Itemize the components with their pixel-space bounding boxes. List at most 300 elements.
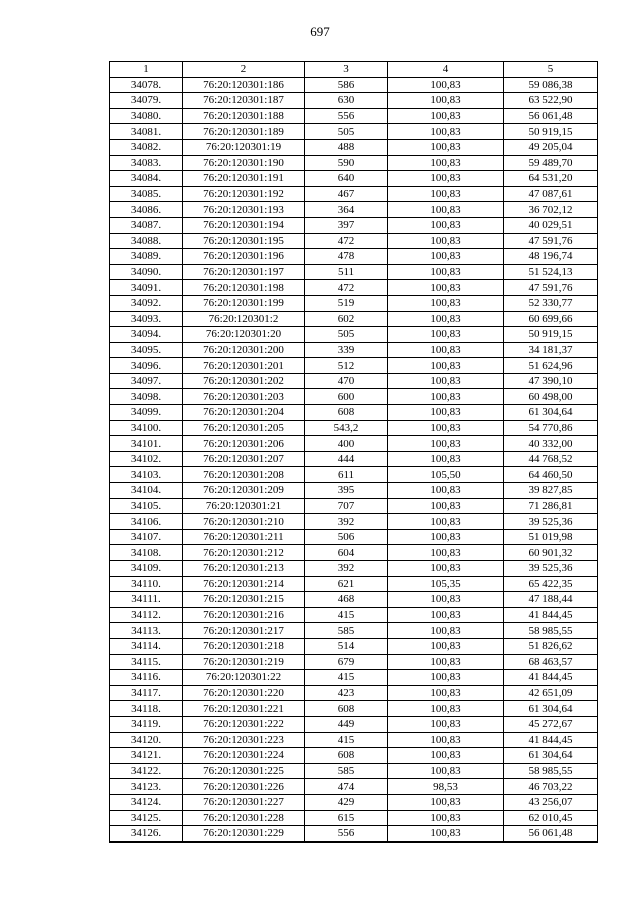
- amount-cell: 42 651,09: [504, 685, 598, 701]
- area-cell: 449: [305, 716, 388, 732]
- row-number-cell: 34097.: [110, 373, 183, 389]
- rate-cell: 100,83: [388, 93, 504, 109]
- table-row: [110, 498, 598, 514]
- area-cell: 556: [305, 108, 388, 124]
- cadastral-number-cell: 76:20:120301:199: [183, 295, 305, 311]
- table-body: [110, 77, 598, 842]
- area-cell: 392: [305, 561, 388, 577]
- row-number-cell: 34113.: [110, 623, 183, 639]
- table-row: [110, 826, 598, 842]
- table-row: [110, 576, 598, 592]
- area-cell: 505: [305, 327, 388, 343]
- area-cell: 630: [305, 93, 388, 109]
- table-row: [110, 670, 598, 686]
- amount-cell: 47 591,76: [504, 280, 598, 296]
- row-number-cell: 34088.: [110, 233, 183, 249]
- row-number-cell: 34105.: [110, 498, 183, 514]
- data-table: [109, 61, 598, 843]
- amount-cell: 47 390,10: [504, 373, 598, 389]
- area-cell: 640: [305, 171, 388, 187]
- rate-cell: 100,83: [388, 405, 504, 421]
- amount-cell: 56 061,48: [504, 108, 598, 124]
- rate-cell: 100,83: [388, 826, 504, 842]
- rate-cell: 100,83: [388, 139, 504, 155]
- area-cell: 478: [305, 249, 388, 265]
- cadastral-number-cell: 76:20:120301:212: [183, 545, 305, 561]
- area-cell: 585: [305, 763, 388, 779]
- cadastral-number-cell: 76:20:120301:226: [183, 779, 305, 795]
- table-row: [110, 171, 598, 187]
- row-number-cell: 34099.: [110, 405, 183, 421]
- table-row: [110, 342, 598, 358]
- rate-cell: 100,83: [388, 592, 504, 608]
- cadastral-number-cell: 76:20:120301:196: [183, 249, 305, 265]
- table-row: [110, 373, 598, 389]
- amount-cell: 62 010,45: [504, 810, 598, 826]
- rate-cell: 100,83: [388, 763, 504, 779]
- rate-cell: 98,53: [388, 779, 504, 795]
- rate-cell: 100,83: [388, 654, 504, 670]
- table-row: [110, 748, 598, 764]
- area-cell: 608: [305, 701, 388, 717]
- amount-cell: 39 525,36: [504, 561, 598, 577]
- amount-cell: 54 770,86: [504, 420, 598, 436]
- rate-cell: 100,83: [388, 732, 504, 748]
- cadastral-number-cell: 76:20:120301:221: [183, 701, 305, 717]
- rate-cell: 100,83: [388, 685, 504, 701]
- table-row: [110, 202, 598, 218]
- rate-cell: 100,83: [388, 155, 504, 171]
- row-number-cell: 34080.: [110, 108, 183, 124]
- amount-cell: 40 029,51: [504, 217, 598, 233]
- cadastral-number-cell: 76:20:120301:195: [183, 233, 305, 249]
- area-cell: 512: [305, 358, 388, 374]
- row-number-cell: 34085.: [110, 186, 183, 202]
- area-cell: 423: [305, 685, 388, 701]
- row-number-cell: 34083.: [110, 155, 183, 171]
- rate-cell: 100,83: [388, 202, 504, 218]
- area-cell: 608: [305, 405, 388, 421]
- table-row: [110, 685, 598, 701]
- table-row: [110, 732, 598, 748]
- rate-cell: 100,83: [388, 716, 504, 732]
- cadastral-number-cell: 76:20:120301:200: [183, 342, 305, 358]
- table-row: [110, 529, 598, 545]
- amount-cell: 44 768,52: [504, 451, 598, 467]
- rate-cell: 100,83: [388, 794, 504, 810]
- amount-cell: 46 703,22: [504, 779, 598, 795]
- cadastral-number-cell: 76:20:120301:213: [183, 561, 305, 577]
- area-cell: 429: [305, 794, 388, 810]
- row-number-cell: 34078.: [110, 77, 183, 93]
- table-row: [110, 186, 598, 202]
- rate-cell: 100,83: [388, 420, 504, 436]
- area-cell: 611: [305, 467, 388, 483]
- row-number-cell: 34110.: [110, 576, 183, 592]
- cadastral-number-cell: 76:20:120301:225: [183, 763, 305, 779]
- row-number-cell: 34125.: [110, 810, 183, 826]
- table-row: [110, 389, 598, 405]
- column-header-3: 3: [305, 62, 388, 78]
- row-number-cell: 34095.: [110, 342, 183, 358]
- amount-cell: 51 624,96: [504, 358, 598, 374]
- area-cell: 679: [305, 654, 388, 670]
- cadastral-number-cell: 76:20:120301:187: [183, 93, 305, 109]
- amount-cell: 39 525,36: [504, 514, 598, 530]
- cadastral-number-cell: 76:20:120301:211: [183, 529, 305, 545]
- cadastral-number-cell: 76:20:120301:194: [183, 217, 305, 233]
- rate-cell: 100,83: [388, 186, 504, 202]
- amount-cell: 41 844,45: [504, 607, 598, 623]
- rate-cell: 100,83: [388, 483, 504, 499]
- table-row: [110, 155, 598, 171]
- amount-cell: 40 332,00: [504, 436, 598, 452]
- amount-cell: 49 205,04: [504, 139, 598, 155]
- cadastral-number-cell: 76:20:120301:19: [183, 139, 305, 155]
- row-number-cell: 34126.: [110, 826, 183, 842]
- cadastral-number-cell: 76:20:120301:217: [183, 623, 305, 639]
- page-number: 697: [310, 24, 330, 39]
- row-number-cell: 34107.: [110, 529, 183, 545]
- column-header-4: 4: [388, 62, 504, 78]
- row-number-cell: 34100.: [110, 420, 183, 436]
- table-row: [110, 217, 598, 233]
- area-cell: 395: [305, 483, 388, 499]
- table-row: [110, 654, 598, 670]
- row-number-cell: 34101.: [110, 436, 183, 452]
- amount-cell: 58 985,55: [504, 763, 598, 779]
- rate-cell: 105,35: [388, 576, 504, 592]
- cadastral-number-cell: 76:20:120301:214: [183, 576, 305, 592]
- amount-cell: 51 019,98: [504, 529, 598, 545]
- cadastral-number-cell: 76:20:120301:208: [183, 467, 305, 483]
- row-number-cell: 34084.: [110, 171, 183, 187]
- area-cell: 472: [305, 233, 388, 249]
- table-row: [110, 810, 598, 826]
- amount-cell: 56 061,48: [504, 826, 598, 842]
- rate-cell: 100,83: [388, 217, 504, 233]
- table-row: [110, 561, 598, 577]
- row-number-cell: 34122.: [110, 763, 183, 779]
- cadastral-number-cell: 76:20:120301:189: [183, 124, 305, 140]
- amount-cell: 39 827,85: [504, 483, 598, 499]
- amount-cell: 50 919,15: [504, 124, 598, 140]
- amount-cell: 60 699,66: [504, 311, 598, 327]
- row-number-cell: 34081.: [110, 124, 183, 140]
- cadastral-number-cell: 76:20:120301:207: [183, 451, 305, 467]
- rate-cell: 100,83: [388, 451, 504, 467]
- amount-cell: 45 272,67: [504, 716, 598, 732]
- cadastral-number-cell: 76:20:120301:22: [183, 670, 305, 686]
- area-cell: 467: [305, 186, 388, 202]
- area-cell: 511: [305, 264, 388, 280]
- table-row: [110, 280, 598, 296]
- row-number-cell: 34079.: [110, 93, 183, 109]
- table-row: [110, 436, 598, 452]
- area-cell: 608: [305, 748, 388, 764]
- amount-cell: 61 304,64: [504, 701, 598, 717]
- amount-cell: 43 256,07: [504, 794, 598, 810]
- row-number-cell: 34098.: [110, 389, 183, 405]
- cadastral-number-cell: 76:20:120301:197: [183, 264, 305, 280]
- rate-cell: 100,83: [388, 280, 504, 296]
- cadastral-number-cell: 76:20:120301:220: [183, 685, 305, 701]
- table-row: [110, 514, 598, 530]
- table-row: [110, 794, 598, 810]
- row-number-cell: 34096.: [110, 358, 183, 374]
- rate-cell: 100,83: [388, 623, 504, 639]
- table-row: [110, 638, 598, 654]
- row-number-cell: 34115.: [110, 654, 183, 670]
- area-cell: 585: [305, 623, 388, 639]
- cadastral-number-cell: 76:20:120301:205: [183, 420, 305, 436]
- cadastral-number-cell: 76:20:120301:218: [183, 638, 305, 654]
- table-row: [110, 124, 598, 140]
- row-number-cell: 34089.: [110, 249, 183, 265]
- area-cell: 707: [305, 498, 388, 514]
- cadastral-number-cell: 76:20:120301:210: [183, 514, 305, 530]
- rate-cell: 100,83: [388, 327, 504, 343]
- row-number-cell: 34111.: [110, 592, 183, 608]
- cadastral-number-cell: 76:20:120301:193: [183, 202, 305, 218]
- row-number-cell: 34094.: [110, 327, 183, 343]
- table-row: [110, 295, 598, 311]
- cadastral-number-cell: 76:20:120301:2: [183, 311, 305, 327]
- amount-cell: 41 844,45: [504, 732, 598, 748]
- amount-cell: 68 463,57: [504, 654, 598, 670]
- area-cell: 488: [305, 139, 388, 155]
- cadastral-number-cell: 76:20:120301:192: [183, 186, 305, 202]
- row-number-cell: 34093.: [110, 311, 183, 327]
- cadastral-number-cell: 76:20:120301:229: [183, 826, 305, 842]
- table-row: [110, 77, 598, 93]
- row-number-cell: 34124.: [110, 794, 183, 810]
- row-number-cell: 34109.: [110, 561, 183, 577]
- cadastral-number-cell: 76:20:120301:227: [183, 794, 305, 810]
- table-row: [110, 607, 598, 623]
- rate-cell: 100,83: [388, 264, 504, 280]
- table-row: [110, 358, 598, 374]
- rate-cell: 100,83: [388, 77, 504, 93]
- rate-cell: 100,83: [388, 108, 504, 124]
- rate-cell: 100,83: [388, 545, 504, 561]
- row-number-cell: 34092.: [110, 295, 183, 311]
- cadastral-number-cell: 76:20:120301:215: [183, 592, 305, 608]
- table-row: [110, 592, 598, 608]
- rate-cell: 100,83: [388, 389, 504, 405]
- cadastral-number-cell: 76:20:120301:203: [183, 389, 305, 405]
- table-row: [110, 716, 598, 732]
- rate-cell: 100,83: [388, 498, 504, 514]
- table-row: [110, 467, 598, 483]
- row-number-cell: 34123.: [110, 779, 183, 795]
- amount-cell: 48 196,74: [504, 249, 598, 265]
- rate-cell: 100,83: [388, 358, 504, 374]
- rate-cell: 100,83: [388, 342, 504, 358]
- table-row: [110, 420, 598, 436]
- amount-cell: 63 522,90: [504, 93, 598, 109]
- area-cell: 621: [305, 576, 388, 592]
- table-row: [110, 763, 598, 779]
- rate-cell: 100,83: [388, 607, 504, 623]
- table-row: [110, 139, 598, 155]
- row-number-cell: 34120.: [110, 732, 183, 748]
- amount-cell: 61 304,64: [504, 405, 598, 421]
- row-number-cell: 34104.: [110, 483, 183, 499]
- row-number-cell: 34114.: [110, 638, 183, 654]
- area-cell: 615: [305, 810, 388, 826]
- cadastral-number-cell: 76:20:120301:191: [183, 171, 305, 187]
- cadastral-number-cell: 76:20:120301:188: [183, 108, 305, 124]
- amount-cell: 50 919,15: [504, 327, 598, 343]
- cadastral-number-cell: 76:20:120301:224: [183, 748, 305, 764]
- row-number-cell: 34102.: [110, 451, 183, 467]
- rate-cell: 100,83: [388, 249, 504, 265]
- area-cell: 514: [305, 638, 388, 654]
- amount-cell: 65 422,35: [504, 576, 598, 592]
- area-cell: 415: [305, 670, 388, 686]
- rate-cell: 100,83: [388, 810, 504, 826]
- area-cell: 444: [305, 451, 388, 467]
- area-cell: 602: [305, 311, 388, 327]
- row-number-cell: 34117.: [110, 685, 183, 701]
- rate-cell: 100,83: [388, 295, 504, 311]
- area-cell: 556: [305, 826, 388, 842]
- row-number-cell: 34121.: [110, 748, 183, 764]
- amount-cell: 61 304,64: [504, 748, 598, 764]
- cadastral-number-cell: 76:20:120301:190: [183, 155, 305, 171]
- table-row: [110, 545, 598, 561]
- row-number-cell: 34086.: [110, 202, 183, 218]
- cadastral-number-cell: 76:20:120301:222: [183, 716, 305, 732]
- table-row: [110, 623, 598, 639]
- amount-cell: 60 901,32: [504, 545, 598, 561]
- column-header-1: 1: [110, 62, 183, 78]
- amount-cell: 36 702,12: [504, 202, 598, 218]
- area-cell: 472: [305, 280, 388, 296]
- table-header: [110, 62, 598, 78]
- rate-cell: 100,83: [388, 561, 504, 577]
- cadastral-number-cell: 76:20:120301:223: [183, 732, 305, 748]
- amount-cell: 60 498,00: [504, 389, 598, 405]
- amount-cell: 52 330,77: [504, 295, 598, 311]
- amount-cell: 64 531,20: [504, 171, 598, 187]
- area-cell: 339: [305, 342, 388, 358]
- table-row: [110, 233, 598, 249]
- rate-cell: 100,83: [388, 233, 504, 249]
- area-cell: 468: [305, 592, 388, 608]
- table-row: [110, 701, 598, 717]
- row-number-cell: 34106.: [110, 514, 183, 530]
- rate-cell: 100,83: [388, 701, 504, 717]
- table-row: [110, 264, 598, 280]
- area-cell: 415: [305, 732, 388, 748]
- area-cell: 397: [305, 217, 388, 233]
- rate-cell: 100,83: [388, 670, 504, 686]
- rate-cell: 100,83: [388, 171, 504, 187]
- area-cell: 590: [305, 155, 388, 171]
- cadastral-number-cell: 76:20:120301:206: [183, 436, 305, 452]
- area-cell: 604: [305, 545, 388, 561]
- rate-cell: 100,83: [388, 436, 504, 452]
- cadastral-number-cell: 76:20:120301:219: [183, 654, 305, 670]
- cadastral-number-cell: 76:20:120301:228: [183, 810, 305, 826]
- area-cell: 519: [305, 295, 388, 311]
- amount-cell: 59 086,38: [504, 77, 598, 93]
- table-row: [110, 483, 598, 499]
- cadastral-number-cell: 76:20:120301:204: [183, 405, 305, 421]
- amount-cell: 59 489,70: [504, 155, 598, 171]
- amount-cell: 41 844,45: [504, 670, 598, 686]
- area-cell: 600: [305, 389, 388, 405]
- row-number-cell: 34112.: [110, 607, 183, 623]
- rate-cell: 100,83: [388, 529, 504, 545]
- amount-cell: 47 188,44: [504, 592, 598, 608]
- row-number-cell: 34091.: [110, 280, 183, 296]
- area-cell: 506: [305, 529, 388, 545]
- cadastral-number-cell: 76:20:120301:202: [183, 373, 305, 389]
- area-cell: 400: [305, 436, 388, 452]
- cadastral-number-cell: 76:20:120301:201: [183, 358, 305, 374]
- row-number-cell: 34082.: [110, 139, 183, 155]
- amount-cell: 47 591,76: [504, 233, 598, 249]
- rate-cell: 100,83: [388, 124, 504, 140]
- area-cell: 586: [305, 77, 388, 93]
- area-cell: 470: [305, 373, 388, 389]
- area-cell: 505: [305, 124, 388, 140]
- amount-cell: 58 985,55: [504, 623, 598, 639]
- rate-cell: 100,83: [388, 514, 504, 530]
- amount-cell: 51 524,13: [504, 264, 598, 280]
- amount-cell: 47 087,61: [504, 186, 598, 202]
- rate-cell: 100,83: [388, 373, 504, 389]
- column-header-5: 5: [504, 62, 598, 78]
- rate-cell: 100,83: [388, 748, 504, 764]
- table-row: [110, 327, 598, 343]
- cadastral-number-cell: 76:20:120301:198: [183, 280, 305, 296]
- area-cell: 364: [305, 202, 388, 218]
- cadastral-number-cell: 76:20:120301:209: [183, 483, 305, 499]
- amount-cell: 71 286,81: [504, 498, 598, 514]
- row-number-cell: 34108.: [110, 545, 183, 561]
- table-row: [110, 93, 598, 109]
- table-row: [110, 451, 598, 467]
- row-number-cell: 34118.: [110, 701, 183, 717]
- row-number-cell: 34103.: [110, 467, 183, 483]
- amount-cell: 34 181,37: [504, 342, 598, 358]
- cadastral-number-cell: 76:20:120301:21: [183, 498, 305, 514]
- cadastral-number-cell: 76:20:120301:186: [183, 77, 305, 93]
- rate-cell: 105,50: [388, 467, 504, 483]
- table-row: [110, 108, 598, 124]
- table-row: [110, 311, 598, 327]
- column-header-2: 2: [183, 62, 305, 78]
- cadastral-number-cell: 76:20:120301:20: [183, 327, 305, 343]
- area-cell: 415: [305, 607, 388, 623]
- area-cell: 474: [305, 779, 388, 795]
- cadastral-number-cell: 76:20:120301:216: [183, 607, 305, 623]
- header-row: [110, 62, 598, 78]
- table-row: [110, 405, 598, 421]
- area-cell: 392: [305, 514, 388, 530]
- row-number-cell: 34087.: [110, 217, 183, 233]
- amount-cell: 51 826,62: [504, 638, 598, 654]
- row-number-cell: 34119.: [110, 716, 183, 732]
- rate-cell: 100,83: [388, 311, 504, 327]
- row-number-cell: 34116.: [110, 670, 183, 686]
- table-row: [110, 249, 598, 265]
- amount-cell: 64 460,50: [504, 467, 598, 483]
